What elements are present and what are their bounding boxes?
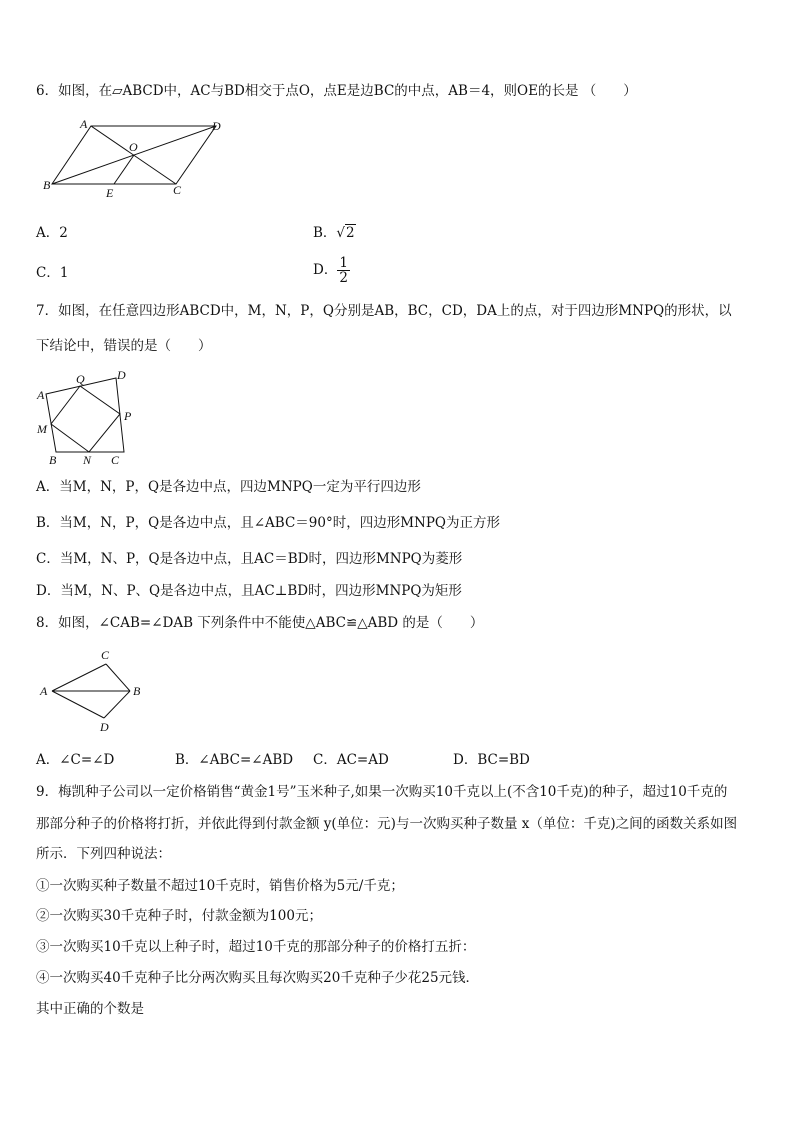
q7-label-m: M: [37, 422, 47, 436]
q8-option-a: A．∠C=∠D: [36, 752, 115, 768]
q7-label-p: P: [124, 409, 132, 423]
q8-label-b: B: [133, 684, 141, 698]
q6-option-c: C．1: [36, 265, 69, 281]
q6-label-e: E: [106, 186, 114, 200]
q8-segment-ad: [52, 691, 104, 718]
fraction-numerator: 1: [339, 255, 348, 271]
q8-segment-db: [104, 691, 130, 718]
fraction-denominator: 2: [339, 270, 348, 286]
q7-label-n: N: [83, 453, 92, 467]
q9-stem-line1: 9．梅凯种子公司以一定价格销售“黄金1号”玉米种子,如果一次购买10千克以上(不含10千克)的种子，超过10千克的: [36, 784, 728, 800]
q9-statement-1: ①一次购买种子数量不超过10千克时，销售价格为5元/千克；: [36, 878, 404, 894]
q7-stem-line1: 7．如图，在任意四边形ABCD中，M，N，P，Q分别是AB，BC，CD，DA上的点，对于四边形MNPQ的形状，以: [36, 303, 732, 319]
q8-option-c: C．AC=AD: [313, 752, 389, 768]
q9-statement-3: ③一次购买10千克以上种子时，超过10千克的那部分种子的价格打五折：: [36, 939, 476, 955]
sqrt-symbol: √: [336, 225, 346, 241]
q7-stem-line2: 下结论中，错误的是（ ）: [36, 338, 212, 354]
q6-label-c: C: [173, 183, 182, 197]
q8-stem: 8．如图，∠CAB=∠DAB 下列条件中不能使△ABC≌△ABD 的是（ ）: [36, 615, 484, 631]
q8-segment-cb: [106, 664, 130, 691]
q7-option-b: B．当M，N，P，Q是各边中点，且∠ABC＝90°时，四边形MNPQ为正方形: [36, 515, 500, 531]
q6-option-d-fraction: [337, 256, 350, 285]
q6-segment-oe: [114, 155, 134, 184]
q7-option-c: C．当M，N、P，Q是各边中点，且AC＝BD时，四边形MNPQ为菱形: [36, 551, 463, 567]
q7-label-a: A: [37, 388, 45, 402]
q8-label-a: A: [40, 684, 48, 698]
q8-segment-ac: [52, 664, 106, 691]
q7-label-b: B: [49, 453, 57, 467]
q8-label-c: C: [101, 648, 110, 662]
q6-stem: 6．如图，在▱ABCD中，AC与BD相交于点O，点E是边BC的中点，AB＝4，则OE的长是 （ ）: [36, 83, 637, 99]
q6-label-d: D: [212, 119, 221, 133]
q6-option-b-sqrt: [336, 224, 355, 242]
q7-quadrilateral-mnpq: [51, 386, 120, 452]
q6-option-b: [313, 224, 356, 242]
q9-stem-line2: 那部分种子的价格将打折，并依此得到付款金额 y(单位：元)与一次购买种子数量 x（单位：千克)之间的函数关系如图: [36, 816, 738, 832]
q8-option-b: B．∠ABC=∠ABD: [175, 752, 294, 768]
q7-option-d: D．当M，N、P、Q是各边中点，且AC⊥BD时，四边形MNPQ为矩形: [36, 583, 462, 599]
q6-option-d-prefix: D．: [313, 262, 338, 278]
sqrt-radicand: 2: [346, 225, 355, 241]
q7-label-q: Q: [76, 372, 85, 386]
q6-option-b-prefix: B．: [313, 225, 337, 241]
q6-parallelogram-figure: [36, 116, 236, 202]
q7-label-c: C: [111, 453, 120, 467]
q6-label-a: A: [80, 117, 88, 131]
q7-option-a: A．当M，N，P，Q是各边中点，四边MNPQ一定为平行四边形: [36, 479, 421, 495]
q9-statement-2: ②一次购买30千克种子时，付款金额为100元；: [36, 908, 322, 924]
q6-label-o: O: [129, 140, 138, 154]
q6-option-a: A．2: [36, 225, 68, 241]
q7-quadrilateral-figure: [34, 366, 144, 468]
q9-stem-line3: 所示．下列四种说法：: [36, 846, 171, 862]
q6-option-d: [313, 256, 350, 285]
q9-question-tail: 其中正确的个数是: [36, 1001, 144, 1017]
q7-label-d: D: [117, 368, 126, 382]
q8-triangles-figure: [36, 646, 156, 736]
q8-label-d: D: [100, 720, 109, 734]
q9-statement-4: ④一次购买40千克种子比分两次购买且每次购买20千克种子少花25元钱．: [36, 970, 480, 986]
q8-option-d: D．BC=BD: [453, 752, 530, 768]
q6-label-b: B: [43, 178, 51, 192]
